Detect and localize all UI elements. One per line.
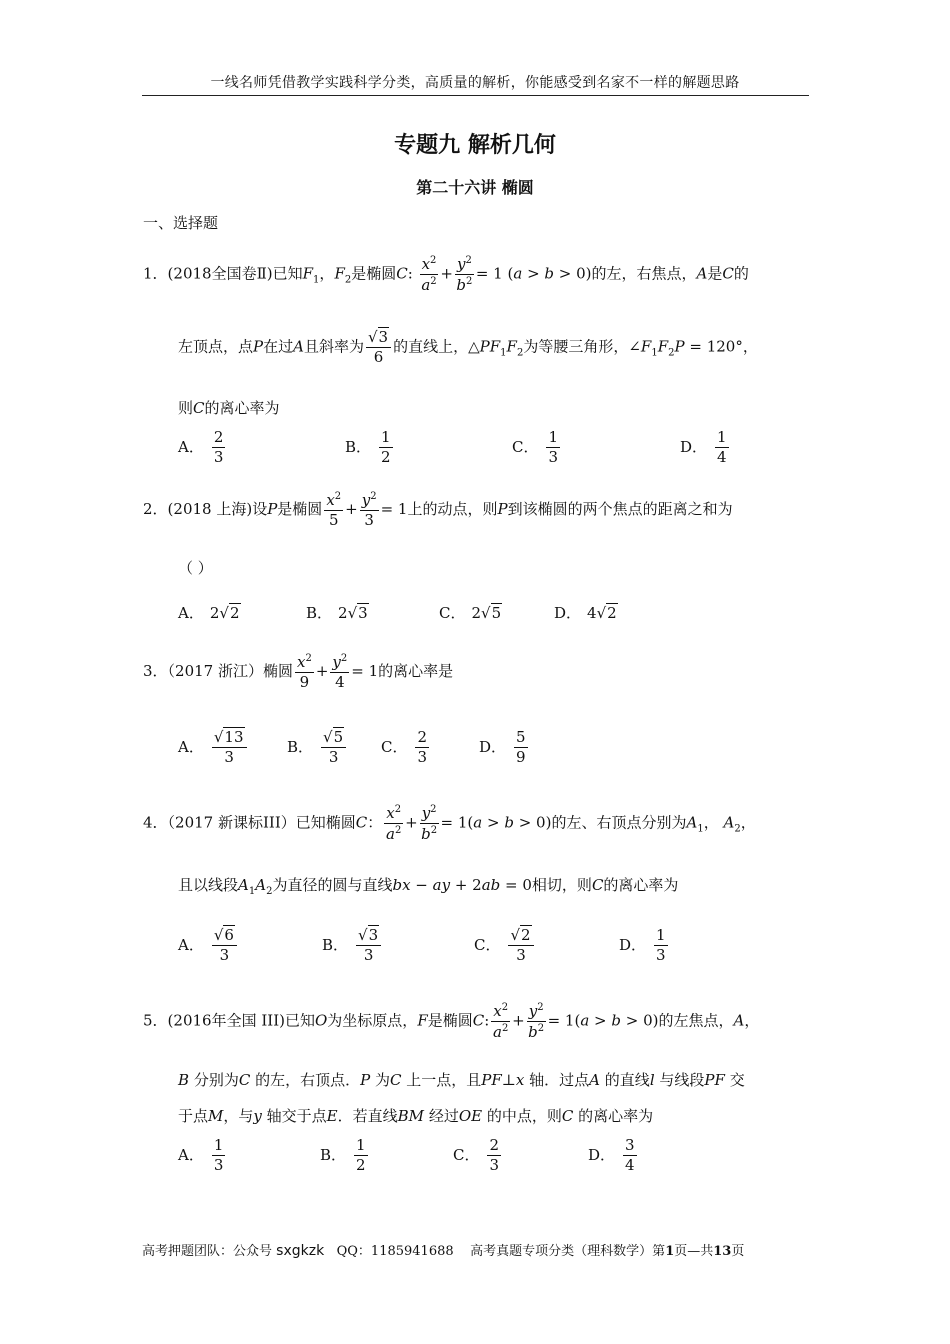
page-footer: 高考押题团队：公众号 sxgkzk QQ：1185941688 高考真题专项分类（理科数学）第1页—共13页 [142, 1243, 745, 1259]
option-b[interactable]: B． 2 √3 [306, 604, 368, 622]
footer-series: 高考真题专项分类（理科数学）第 [470, 1244, 666, 1259]
question-2-blank: （ ） [178, 559, 213, 577]
option-d[interactable]: D． $\frac{1}{4}$ [680, 428, 727, 466]
question-source: (2018 上海)设 [167, 500, 268, 518]
question-number: 1． [143, 264, 168, 283]
question-source: (2018全国卷Ⅱ)已知 [167, 264, 303, 283]
option-c[interactable]: C． $\frac{√2}{3}$ [474, 928, 536, 963]
question-5-line-2: B 分别为C 的左，右顶点．P 为C 上一点，且PF⊥x 轴．过点A 的直线l 与线段PF 交 [178, 1071, 745, 1089]
footer-qq: 1185941688 [370, 1244, 454, 1259]
header-divider [142, 95, 809, 96]
question-1-line-1: 1．(2018全国卷Ⅱ)已知$F_1$，$F_2$是椭圆C: $\frac{x^2}{a^2}$ + $\frac{y^2}{b^2}$ = 1 (a > b > 0)的左，右焦点，A是C的 [143, 255, 749, 294]
question-1-line-2: 左顶点，点P在过A且斜率为 $\frac{√3}{6}$ 的直线上，$\triangle PF_1F_2$为等腰三角形，$\angle F_1F_2P = 120^\circ$， [178, 328, 758, 366]
question-5-line-3: 于点M，与y 轴交于点E．若直线BM 经过OE 的中点，则C 的离心率为 [178, 1107, 654, 1125]
question-2-line-1: 2．(2018 上海)设P是椭圆 $\frac{x^2}{5}$ + $\frac{y^2}{3}$ = 1上的动点，则P到该椭圆的两个焦点的距离之和为 [143, 491, 733, 529]
question-number: 4． [143, 813, 168, 832]
option-a[interactable]: A． $\frac{1}{3}$ [178, 1136, 224, 1174]
footer-team: 高考押题团队：公众号 [142, 1244, 273, 1259]
option-c[interactable]: C． 2 √5 [439, 604, 502, 622]
option-d[interactable]: D． $\frac{3}{4}$ [588, 1136, 635, 1174]
section-heading: 一、选择题 [143, 214, 219, 232]
option-c[interactable]: C． $\frac{1}{3}$ [512, 428, 559, 466]
option-d[interactable]: D． 4 √2 [554, 604, 617, 622]
question-number: 2． [143, 500, 168, 518]
question-number: 3． [143, 662, 168, 680]
footer-account: sxgkzk [276, 1243, 325, 1259]
option-b[interactable]: B． $\frac{1}{2}$ [345, 428, 391, 466]
question-number: 5． [143, 1011, 168, 1030]
option-b[interactable]: B． $\frac{√3}{3}$ [322, 928, 383, 963]
question-source: （2017 新课标III）已知椭圆 [167, 813, 356, 832]
option-b[interactable]: B． $\frac{√5}{3}$ [287, 730, 348, 765]
option-c[interactable]: C． $\frac{2}{3}$ [453, 1136, 500, 1174]
option-d[interactable]: D． $\frac{5}{9}$ [479, 728, 526, 766]
option-a[interactable]: A． 2 √2 [178, 604, 240, 622]
question-1-line-3: 则C的离心率为 [178, 399, 280, 417]
option-a[interactable]: A． $\frac{√6}{3}$ [178, 928, 239, 963]
option-c[interactable]: C． $\frac{2}{3}$ [381, 728, 428, 766]
question-3-line-1: 3．（2017 浙江）椭圆 $\frac{x^2}{9}$ + $\frac{y^2}{4}$ = 1的离心率是 [143, 653, 454, 691]
question-source: (2016年全国 III)已知 [167, 1011, 315, 1030]
page-subtitle: 第二十六讲 椭圆 [416, 178, 534, 197]
question-4-line-2: 且以线段$A_1A_2$为直径的圆与直线bx − ay + 2ab = 0相切，则C的离心率为 [178, 876, 679, 897]
question-source: （2017 浙江）椭圆 [167, 662, 293, 680]
option-a[interactable]: A． $\frac{2}{3}$ [178, 428, 224, 466]
footer-total: 13 [713, 1244, 732, 1259]
option-d[interactable]: D． $\frac{1}{3}$ [619, 926, 666, 964]
option-b[interactable]: B． $\frac{1}{2}$ [320, 1136, 366, 1174]
question-4-line-1: 4．（2017 新课标III）已知椭圆C： $\frac{x^2}{a^2}$ + $\frac{y^2}{b^2}$ = 1(a > b > 0)的左、右顶点分别为$A_1$， $A_2$， [143, 804, 756, 843]
question-5-line-1: 5．(2016年全国 III)已知O为坐标原点，F是椭圆C: $\frac{x^2}{a^2}$ + $\frac{y^2}{b^2}$ = 1(a > b > 0)的左焦点，A， [143, 1002, 760, 1041]
footer-qq-label: QQ： [336, 1244, 371, 1259]
header-tagline: 一线名师凭借教学实践科学分类，高质量的解析，你能感受到名家不一样的解题思路 [210, 75, 740, 91]
footer-page: 1 [665, 1244, 675, 1259]
page-title: 专题九 解析几何 [394, 133, 556, 158]
option-a[interactable]: A． $\frac{√13}{3}$ [178, 730, 249, 765]
